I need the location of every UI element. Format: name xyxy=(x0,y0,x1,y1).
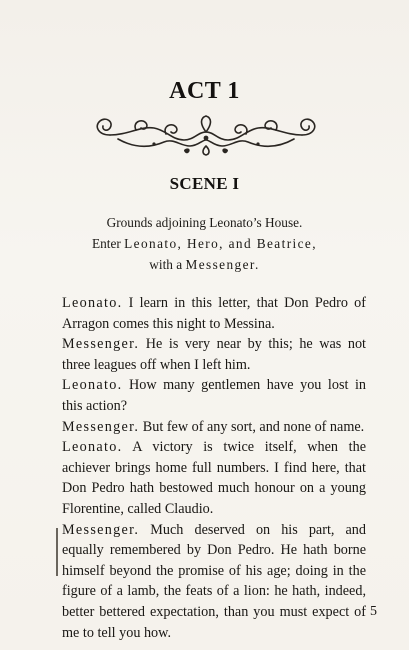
dialogue-line: Leonato. A victory is twice itself, when the achiever brings home full numbers. I find here, that Don Pedro hath bestowed much honour on a young Florentine, called Claudio. xyxy=(62,439,366,517)
scroll-ornament-icon xyxy=(88,112,324,158)
stage-direction-entrance: Enter Leonato, Hero, and Beatrice, xyxy=(92,236,317,251)
speaker-name: Messenger. xyxy=(62,521,140,538)
stage-direction-location: Grounds adjoining Leonato’s House. xyxy=(106,215,303,230)
stage-direction-messenger: with a Messenger. xyxy=(149,257,260,272)
speaker-name: Messenger. xyxy=(62,336,140,353)
dialogue-line: Messenger. But few of any sort, and none of name. xyxy=(62,418,365,435)
dialogue-line: Messenger. Much deserved on his part, and equally remembered by Don Pedro. He hath borne himself beyond the promise of his age; doing in the figure of a lamb, the feats of a lion: he hath, indeed, better bettered expectation, than you must expect of me to tell you how. xyxy=(62,521,366,641)
dialogue-line: Leonato. I learn in this letter, that Don Pedro of Arragon comes this night to Messina. xyxy=(62,295,366,332)
dialogue-line: Messenger. He is very near by this; he was not three leagues off when I left him. xyxy=(62,336,366,373)
dialogue-line: Leonato. How many gentlemen have you lost in this action? xyxy=(62,377,366,414)
act-title: ACT 1 xyxy=(169,78,240,104)
margin-rule xyxy=(56,528,58,576)
speaker-name: Leonato. xyxy=(62,295,123,311)
dialogue-body xyxy=(62,293,366,643)
speaker-name: Leonato. xyxy=(62,377,123,394)
speaker-name: Leonato. xyxy=(62,439,123,456)
scene-title: SCENE I xyxy=(169,174,240,193)
page-number: 5 xyxy=(370,604,377,619)
speaker-name: Messenger. xyxy=(62,418,140,435)
